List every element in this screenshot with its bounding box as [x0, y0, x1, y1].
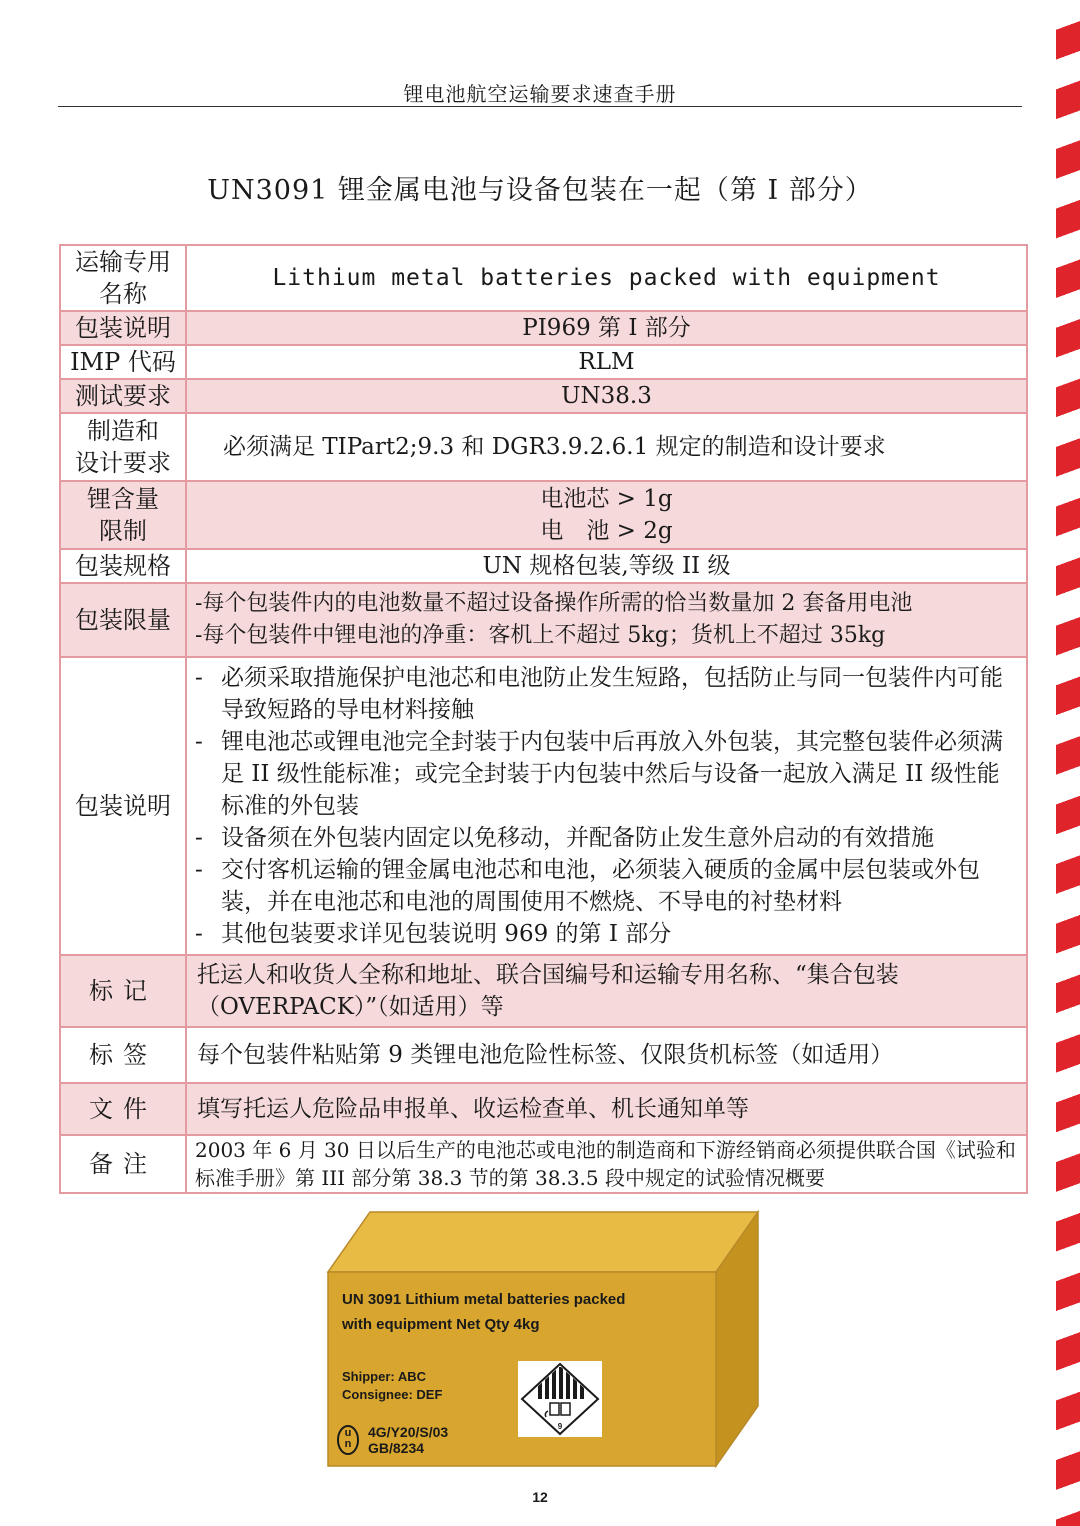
header-rule: [58, 106, 1022, 107]
svg-text:9: 9: [557, 1422, 563, 1431]
requirements-table: [59, 244, 1028, 1194]
table-row: [60, 245, 1027, 311]
class-9-hazard-label-icon: [518, 1361, 602, 1437]
list-item: - 必须采取措施保护电池芯和电池防止发生短路，包括防止与同一包装件内可能导致短路的导电材料接触: [195, 665, 1003, 723]
table-row: [60, 549, 1027, 583]
row-key: IMP 代码: [60, 345, 186, 379]
row-value: 填写托运人危险品申报单、收运检查单、机长通知单等: [186, 1083, 1027, 1135]
table-row: [60, 1027, 1027, 1083]
row-value: 每个包装件粘贴第 9 类锂电池危险性标签、仅限货机标签（如适用）: [186, 1027, 1027, 1083]
row-key: 标记: [60, 955, 186, 1027]
row-key: 包装说明: [60, 657, 186, 955]
table-row: [60, 1083, 1027, 1135]
table-row: [60, 955, 1027, 1027]
row-key: 包装限量: [60, 583, 186, 657]
row-key: 测试要求: [60, 379, 186, 413]
row-value: 托运人和收货人全称和地址、联合国编号和运输专用名称、“集合包装（OVERPACK）”（如适用）等: [186, 955, 1027, 1027]
row-key: 文件: [60, 1083, 186, 1135]
consignee-label: Consignee: DEF: [342, 1387, 443, 1402]
row-value: 必须满足 TIPart2;9.3 和 DGR3.9.2.6.1 规定的制造和设计要求: [186, 413, 1027, 481]
table-row: [60, 583, 1027, 657]
un-packaging-icon: u n: [336, 1424, 360, 1456]
row-value: [186, 657, 1027, 955]
table-row: [60, 481, 1027, 549]
list-item: - 设备须在外包装内固定以免移动，并配备防止发生意外启动的有效措施: [195, 825, 934, 851]
running-header: 锂电池航空运输要求速查手册: [403, 82, 677, 106]
page-number: 12: [532, 1489, 548, 1505]
table-row: [60, 379, 1027, 413]
row-value: PI969 第 I 部分: [186, 311, 1027, 345]
red-white-hazard-stripe: [1056, 0, 1080, 1526]
row-value: UN 规格包装,等级 II 级: [186, 549, 1027, 583]
list-item: - 其他包装要求详见包装说明 969 的第 I 部分: [195, 921, 672, 947]
row-value: 电池芯 > 1g 电 池 > 2g: [186, 481, 1027, 549]
shipper-label: Shipper: ABC: [342, 1369, 427, 1384]
row-key: 锂含量 限制: [60, 481, 186, 549]
table-row: [60, 1135, 1027, 1193]
row-key: 制造和 设计要求: [60, 413, 186, 481]
row-value: 2003 年 6 月 30 日以后生产的电池芯或电池的制造商和下游经销商必须提供联合国《试验和标准手册》第 III 部分第 38.3 节的第 38.3.5 段中规定的试验情况概要: [186, 1135, 1027, 1193]
package-illustration: [322, 1208, 764, 1470]
table-row: [60, 311, 1027, 345]
table-row: [60, 345, 1027, 379]
packaging-spec: 4G/Y20/S/03 GB/8234: [368, 1424, 449, 1456]
table-row: [60, 657, 1027, 955]
row-value: UN38.3: [186, 379, 1027, 413]
row-value: RLM: [186, 345, 1027, 379]
row-key: 运输专用 名称: [60, 245, 186, 311]
row-key: 标签: [60, 1027, 186, 1083]
row-value: Lithium metal batteries packed with equipment: [186, 245, 1027, 311]
box-label-line1: UN 3091 Lithium metal batteries packed: [342, 1291, 626, 1308]
list-item: - 交付客机运输的锂金属电池芯和电池，必须装入硬质的金属中层包装或外包装，并在电池芯和电池的周围使用不燃烧、不导电的衬垫材料: [195, 857, 980, 915]
row-key: 备注: [60, 1135, 186, 1193]
table-row: [60, 413, 1027, 481]
row-key: 包装规格: [60, 549, 186, 583]
box-label-line2: with equipment Net Qty 4kg: [342, 1316, 540, 1333]
row-value: -每个包装件内的电池数量不超过设备操作所需的恰当数量加 2 套备用电池 -每个包装件中锂电池的净重：客机上不超过 5kg；货机上不超过 35kg: [186, 583, 1027, 657]
page-title: UN3091 锂金属电池与设备包装在一起（第 I 部分）: [207, 175, 873, 206]
row-key: 包装说明: [60, 311, 186, 345]
list-item: - 锂电池芯或锂电池完全封装于内包装中后再放入外包装，其完整包装件必须满足 II 级性能标准；或完全封装于内包装中然后与设备一起放入满足 II 级性能标准的外包装: [195, 729, 1003, 819]
